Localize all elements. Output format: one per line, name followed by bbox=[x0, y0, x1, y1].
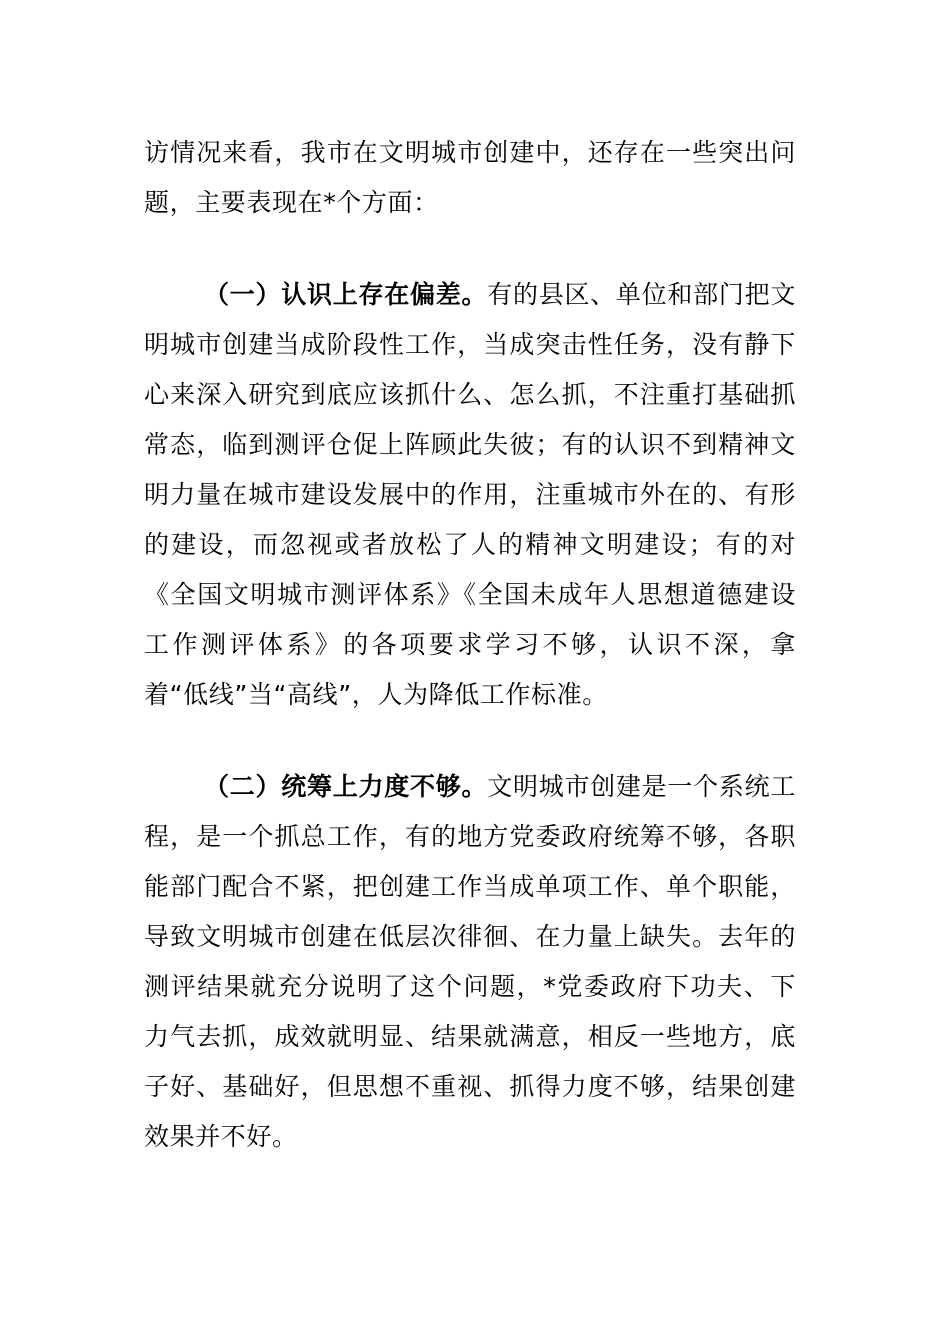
document-page bbox=[144, 128, 796, 1162]
section-2-heading: （二）统筹上力度不够。 bbox=[204, 772, 488, 801]
section-1-heading: （一）认识上存在偏差。 bbox=[204, 280, 488, 309]
paragraph-gap bbox=[144, 228, 796, 270]
section-1-paragraph bbox=[144, 270, 796, 720]
intro-paragraph: 访情况来看，我市在文明城市创建中，还存在一些突出问题，主要表现在*个方面： bbox=[144, 138, 796, 217]
section-2-paragraph bbox=[144, 762, 796, 1162]
paragraph-gap bbox=[144, 720, 796, 762]
section-2-body: 文明城市创建是一个系统工程，是一个抓总工作，有的地方党委政府统筹不够，各职能部门配合不紧，把创建工作当成单项工作、单个职能，导致文明城市创建在低层次徘徊、在力量上缺失。去年的测评结果就充分说明了这个问题，*党委政府下功夫、下力气去抓，成效就明显、结果就满意，相反一些地方，底子好、基础好，但思想不重视、抓得力度不够，结果创建效果并不好。 bbox=[144, 772, 796, 1151]
section-1-body: 有的县区、单位和部门把文明城市创建当成阶段性工作，当成突击性任务，没有静下心来深入研究到底应该抓什么、怎么抓，不注重打基础抓常态，临到测评仓促上阵顾此失彼；有的认识不到精神文明力量在城市建设发展中的作用，注重城市外在的、有形的建设，而忽视或者放松了人的精神文明建设；有的对《全国文明城市测评体系》《全国未成年人思想道德建设工作测评体系》的各项要求学习不够，认识不深，拿着“低线”当“高线”，人为降低工作标准。 bbox=[144, 280, 796, 709]
